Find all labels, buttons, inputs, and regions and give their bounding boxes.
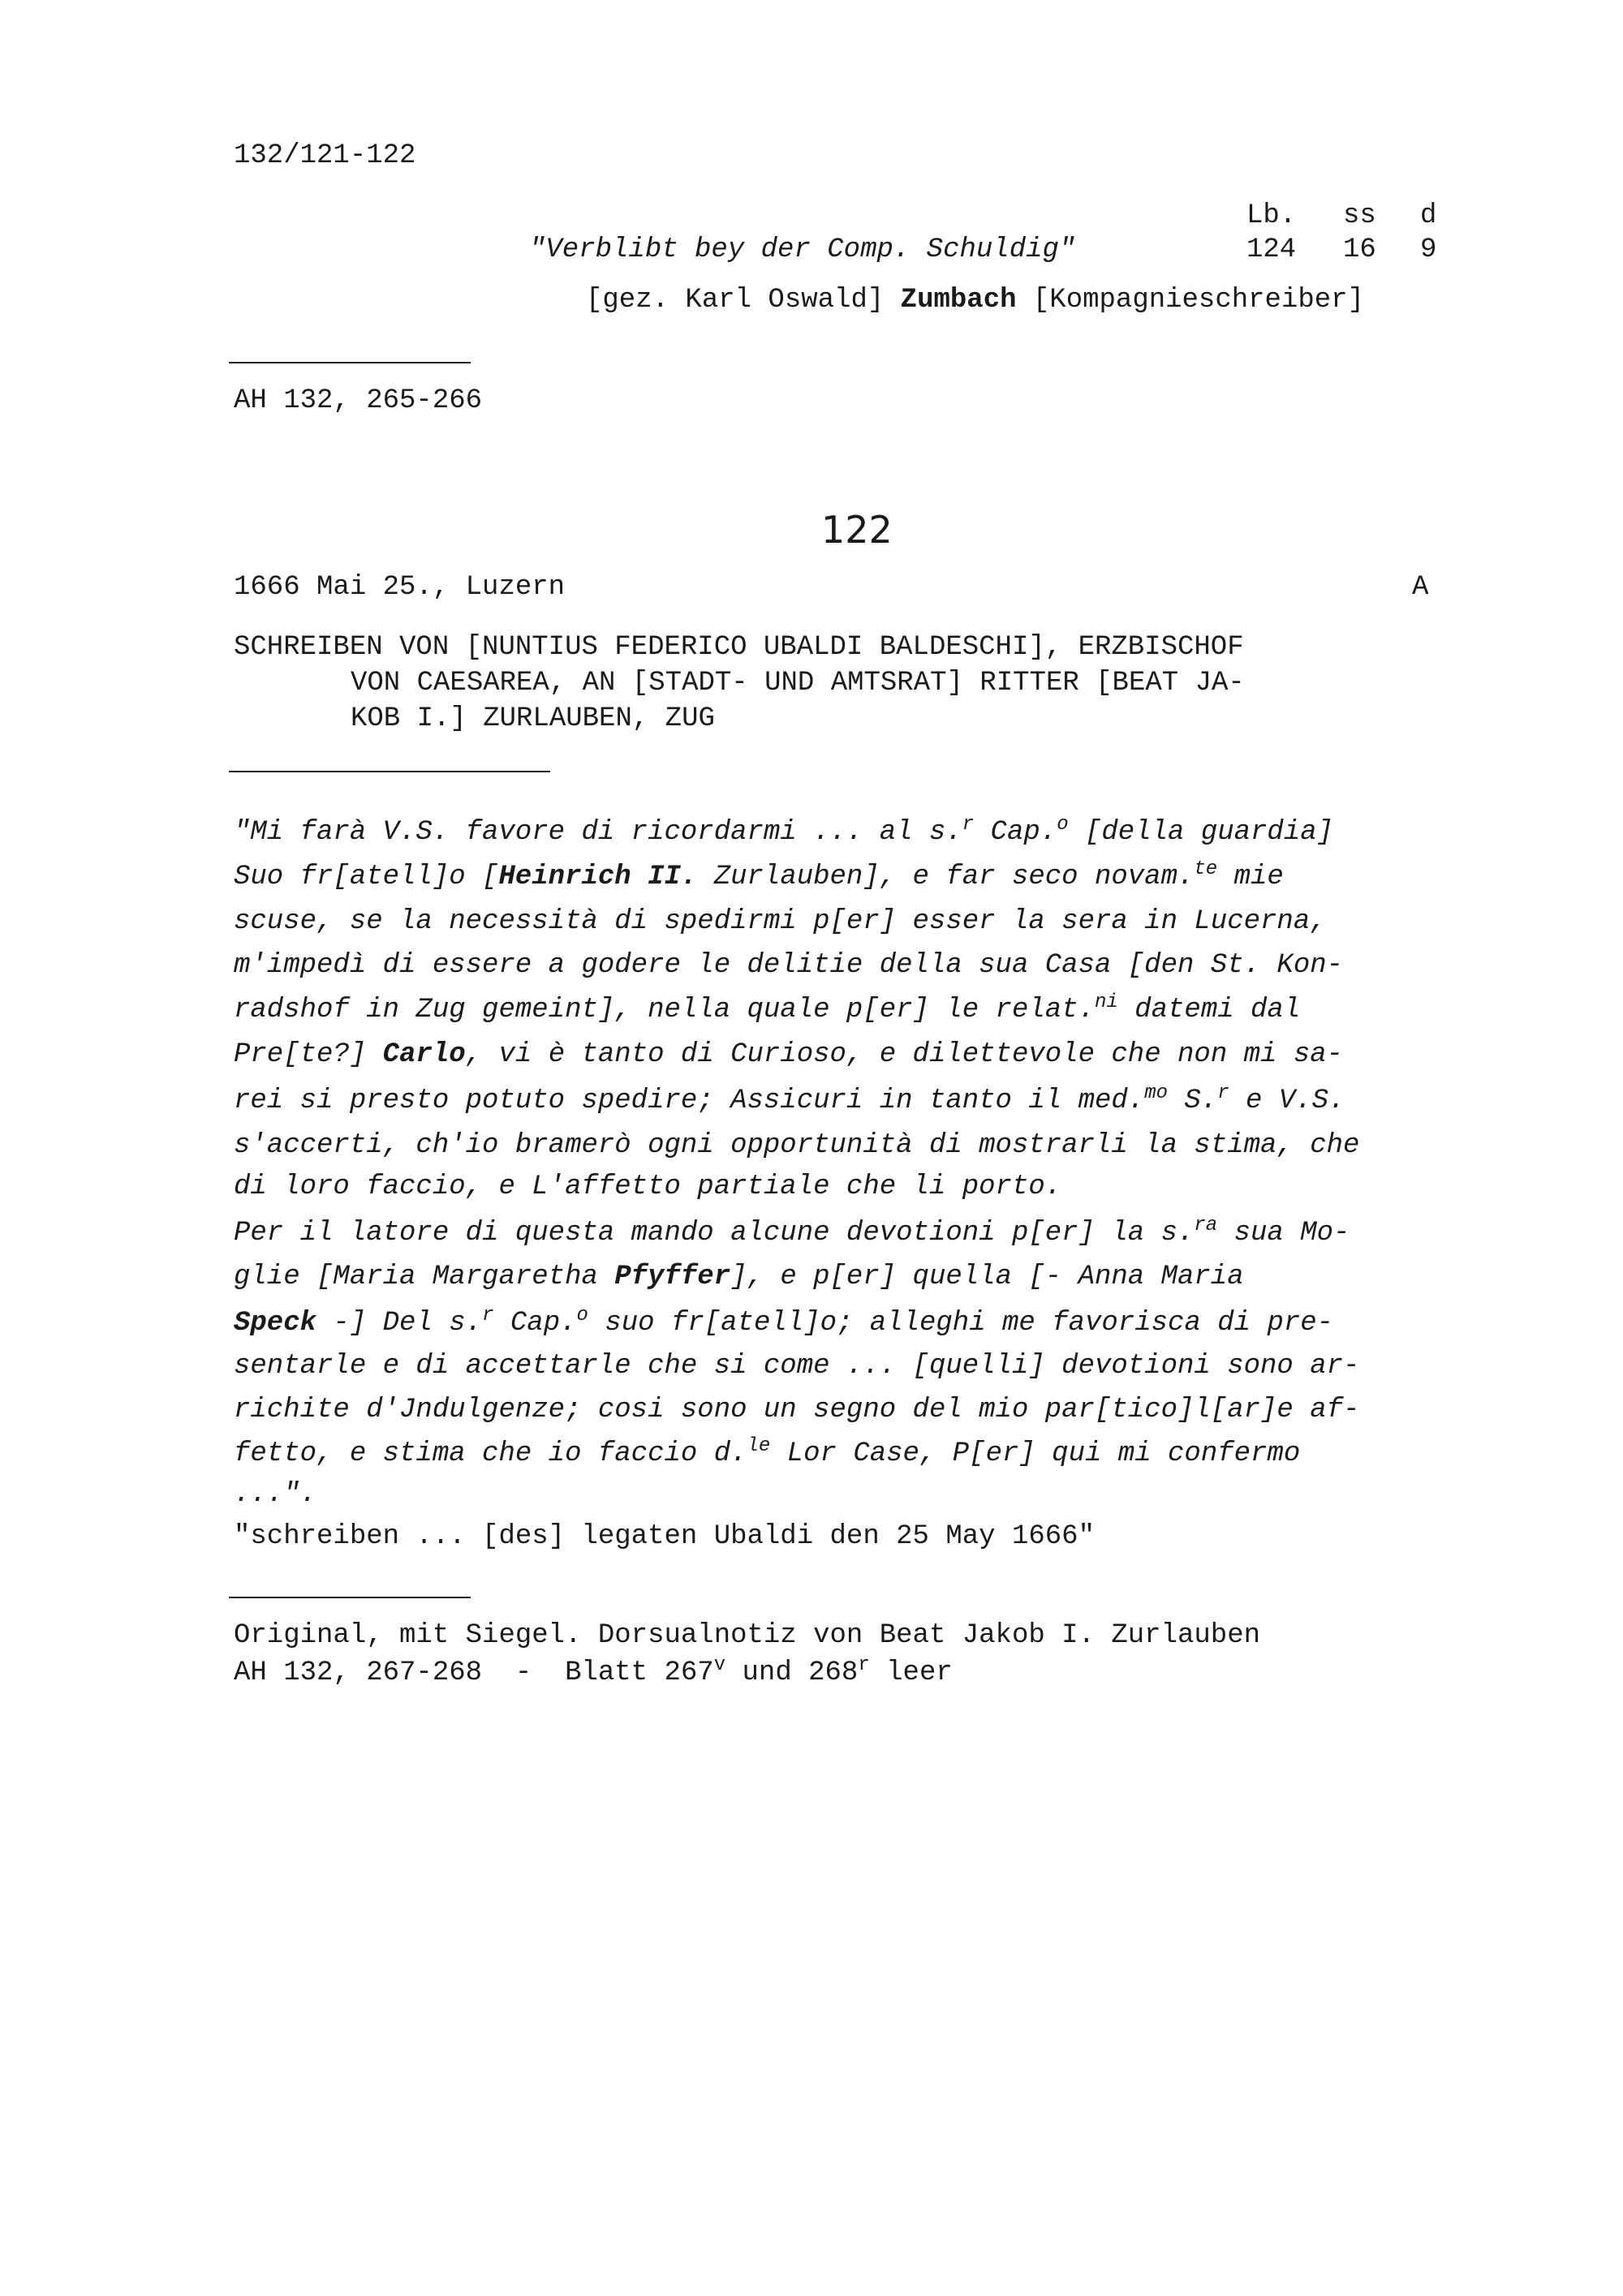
signature-name: Zumbach xyxy=(900,285,1017,316)
footnote-divider xyxy=(229,1597,471,1598)
transcription-line: Suo fr[atell]o [Heinrich II. Zurlauben], e far seco novam.$^{te}$ mie xyxy=(234,858,1284,892)
dorsal-note: "schreiben ... [des] legaten Ubaldi den 25 May 1666" xyxy=(234,1521,1095,1552)
transcription-line: scuse, se la necessità di spedirmi p[er] esser la sera in Lucerna, xyxy=(234,906,1327,937)
account-value-lb: 124 xyxy=(1246,234,1297,265)
transcription-line: glie [Maria Margaretha Pfyffer], e p[er] quella [- Anna Maria xyxy=(234,1262,1244,1292)
transcription-line: richite d'Jndulgenze; cosi sono un segno del mio par[tico]l[ar]e af- xyxy=(234,1395,1360,1425)
archive-reference: AH 132, 267-268 - Blatt 267$^v$ und 268$^r$ leer xyxy=(234,1654,953,1688)
transcription-line: m'impedì di essere a godere le delitie della sua Casa [den St. Kon- xyxy=(234,950,1344,981)
document-title-line: VON CAESAREA, AN [STADT- UND AMTSRAT] RITTER [BEAT JA- xyxy=(351,668,1245,699)
page-reference: 132/121-122 xyxy=(234,140,416,171)
transcription-line: s'accerti, ch'io bramerò ogni opportunità di mostrarli la stima, che xyxy=(234,1130,1360,1161)
transcription-line: "Mi farà V.S. favore di ricordarmi ... al s.$^r$ Cap.$^o$ [della guardia] xyxy=(234,814,1334,848)
signature-suffix: [Kompagnieschreiber] xyxy=(1016,285,1364,316)
column-header-lb: Lb. xyxy=(1246,200,1297,231)
column-header-d: d xyxy=(1420,200,1437,231)
signature-line xyxy=(586,284,1364,316)
account-value-d: 9 xyxy=(1420,234,1437,265)
document-title-line: SCHREIBEN VON [NUNTIUS FEDERICO UBALDI BALDESCHI], ERZBISCHOF xyxy=(234,632,1244,663)
section-divider xyxy=(229,771,550,772)
account-value-ss: 16 xyxy=(1343,234,1376,265)
transcription-line: Pre[te?] Carlo, vi è tanto di Curioso, e dilettevole che non mi sa- xyxy=(234,1039,1344,1070)
transcription-line: sentarle e di accettarle che si come ... [quelli] devotioni sono ar- xyxy=(234,1351,1360,1382)
column-header-ss: ss xyxy=(1343,200,1376,231)
transcription-line: di loro faccio, e L'affetto partiale che li porto. xyxy=(234,1172,1062,1202)
document-number: 122 xyxy=(821,508,893,552)
document-type-letter: A xyxy=(1412,572,1429,603)
transcription-line: radshof in Zug gemeint], nella quale p[er] le relat.$^{ni}$ datemi dal xyxy=(234,991,1301,1025)
source-note: Original, mit Siegel. Dorsualnotiz von Beat Jakob I. Zurlauben xyxy=(234,1620,1261,1651)
transcription-line: ...". xyxy=(234,1479,317,1510)
transcription-line: rei si presto potuto spedire; Assicuri in tanto il med.$^{mo}$ S.$^r$ e V.S. xyxy=(234,1082,1345,1116)
transcription-line: fetto, e stima che io faccio d.$^{le}$ Lor Case, P[er] qui mi confermo xyxy=(234,1435,1301,1469)
footnote-divider xyxy=(229,362,471,363)
transcription-line: Per il latore di questa mando alcune devotioni p[er] la s.$^{ra}$ sua Mo- xyxy=(234,1215,1350,1249)
transcription-line: Speck -] Del s.$^r$ Cap.$^o$ suo fr[atell]o; alleghi me favorisca di pre- xyxy=(234,1305,1334,1339)
date-place: 1666 Mai 25., Luzern xyxy=(234,572,566,603)
signature-prefix: [gez. Karl Oswald] xyxy=(586,285,901,316)
account-label: "Verblibt bey der Comp. Schuldig" xyxy=(529,234,1076,265)
previous-source: AH 132, 265-266 xyxy=(234,385,483,416)
document-title-line: KOB I.] ZURLAUBEN, ZUG xyxy=(351,703,715,734)
